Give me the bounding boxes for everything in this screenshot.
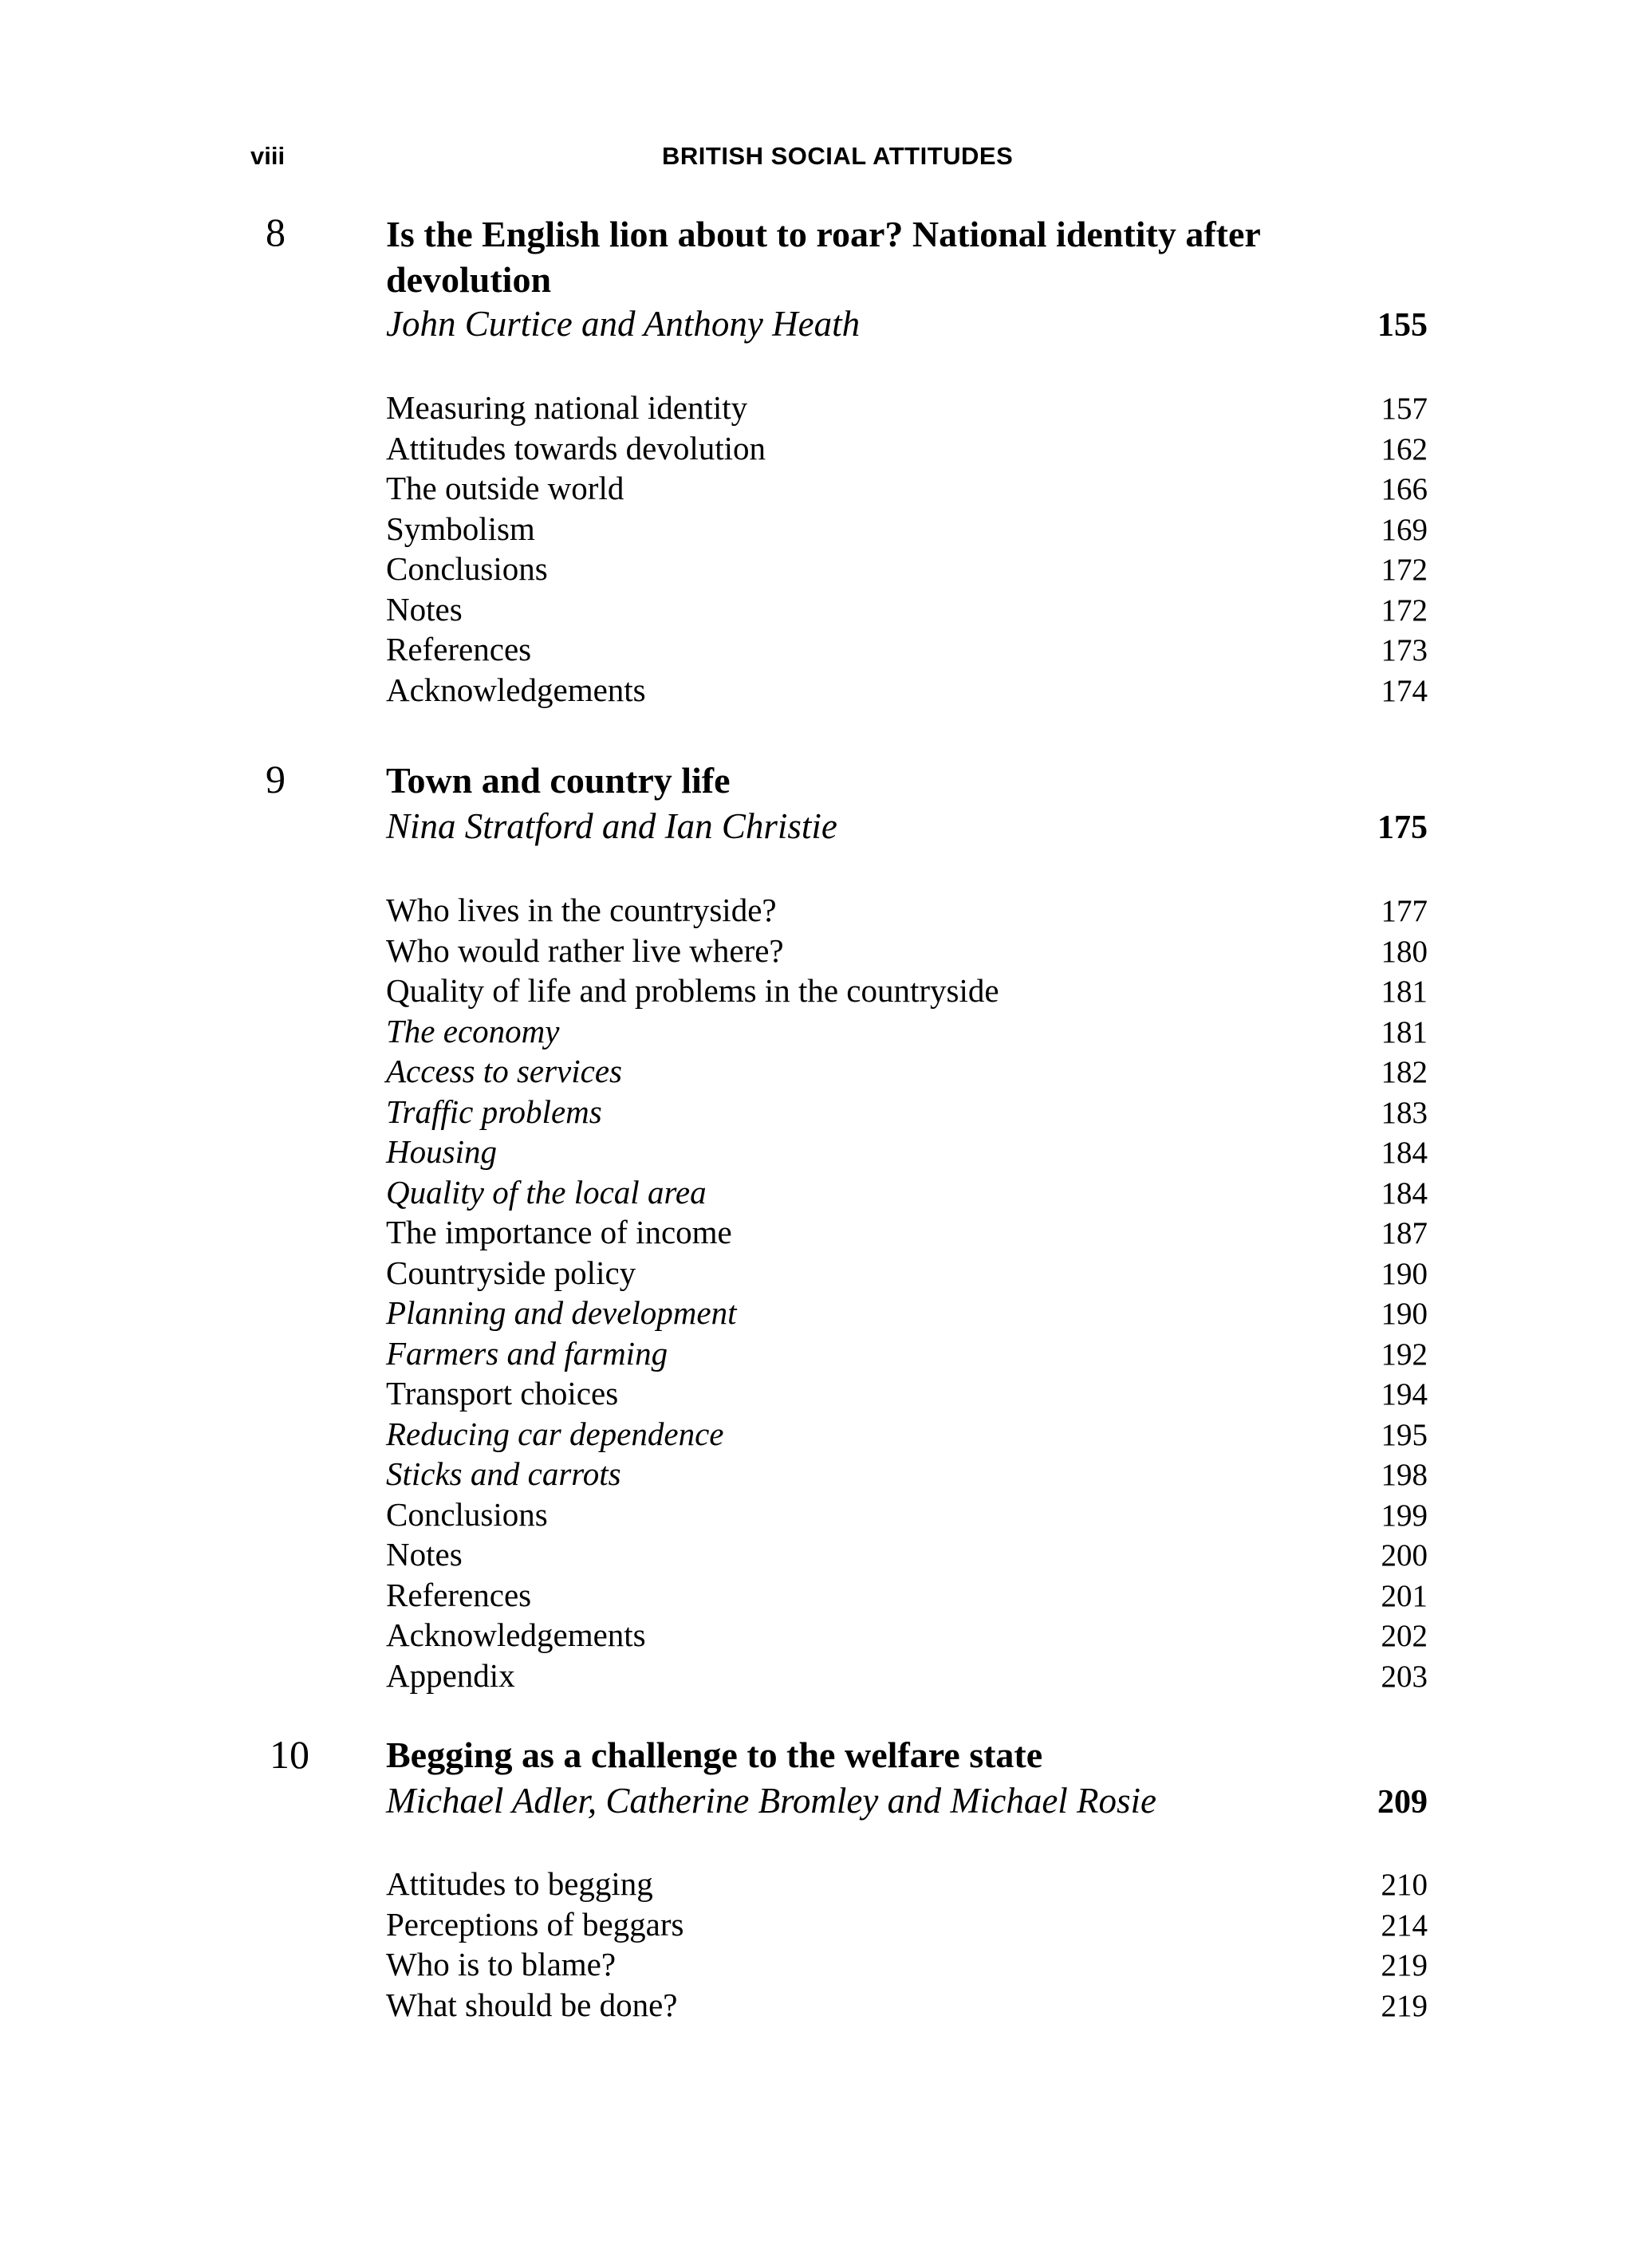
chapter-authors: Michael Adler, Catherine Bromley and Michael Rosie: [386, 1781, 1157, 1821]
toc-entry: [386, 1132, 1428, 1172]
chapter-title: Is the English lion about to roar? National identity after devolution: [386, 214, 1260, 300]
toc-entry-page: 173: [1381, 633, 1428, 667]
toc-entry: [386, 1011, 1428, 1052]
toc-entry-label: Symbolism: [386, 510, 535, 547]
section-list: [386, 388, 1428, 710]
toc-entry: [386, 971, 1428, 1011]
toc-entry: [386, 468, 1428, 509]
toc-entry: [386, 1656, 1428, 1696]
chapter-title: Begging as a challenge to the welfare state: [386, 1734, 1043, 1775]
toc-entry-label: The outside world: [386, 470, 624, 506]
toc-entry-page: 192: [1381, 1337, 1428, 1372]
toc-entry: [386, 890, 1428, 931]
toc-entry-page: 177: [1381, 894, 1428, 928]
toc-entry: [386, 1333, 1428, 1374]
toc-entry-label: Access to services: [386, 1053, 622, 1089]
chapter-title: Town and country life: [386, 760, 731, 801]
toc-entry-label: Sticks and carrots: [386, 1455, 621, 1492]
chapter-number: 10: [270, 1732, 309, 1777]
toc-entry-label: Conclusions: [386, 1495, 548, 1533]
toc-entry-label: Appendix: [386, 1656, 515, 1694]
toc-entry-page: 190: [1381, 1256, 1428, 1291]
toc-entry-label: Planning and development: [386, 1294, 737, 1331]
toc-entry-label: Transport choices: [386, 1375, 619, 1412]
chapter-number: 9: [266, 757, 286, 801]
toc-entry-label: Perceptions of beggars: [386, 1905, 684, 1943]
toc-entry: [386, 1373, 1428, 1414]
toc-entry-label: Farmers and farming: [386, 1334, 668, 1372]
toc-entry-page: 157: [1381, 392, 1428, 426]
toc-entry: [386, 1864, 1428, 1904]
toc-entry-label: Acknowledgements: [386, 671, 646, 708]
section-list: [386, 890, 1428, 1695]
toc-entry-page: 180: [1381, 934, 1428, 969]
toc-entry-page: 162: [1381, 431, 1428, 467]
toc-entry-page: 210: [1381, 1868, 1428, 1902]
toc-entry: [386, 549, 1428, 589]
toc-entry-page: 190: [1381, 1297, 1428, 1331]
toc-entry-label: Who is to blame?: [386, 1946, 617, 1983]
toc-entry-label: References: [386, 1576, 532, 1613]
toc-entry: [386, 1172, 1428, 1213]
toc-entry: [386, 1051, 1428, 1092]
toc-entry-label: References: [386, 631, 532, 667]
toc-entry-label: Attitudes towards devolution: [386, 429, 766, 467]
toc-entry: [386, 1293, 1428, 1333]
toc-entry-label: Measuring national identity: [386, 389, 748, 426]
chapter-page: 155: [1377, 307, 1428, 344]
chapter-number: 8: [266, 210, 286, 254]
toc-entry-page: 194: [1381, 1377, 1428, 1412]
toc-entry-page: 200: [1381, 1538, 1428, 1573]
toc-entry-page: 182: [1381, 1055, 1428, 1089]
folio: viii: [250, 142, 286, 170]
toc-entry-page: 183: [1381, 1095, 1428, 1130]
chapter-authors: Nina Stratford and Ian Christie: [386, 806, 837, 846]
toc-entry-label: Housing: [386, 1133, 497, 1170]
toc-entry-page: 169: [1381, 512, 1428, 547]
toc-entry-page: 199: [1381, 1498, 1428, 1533]
toc-entry: [386, 1454, 1428, 1494]
toc-entry: [386, 1414, 1428, 1455]
toc-entry: [386, 509, 1428, 549]
toc-entry: [386, 1904, 1428, 1945]
toc-entry-label: Notes: [386, 590, 463, 628]
toc-entry-label: Who would rather live where?: [386, 931, 784, 969]
toc-entry-label: Quality of the local area: [386, 1173, 707, 1211]
toc-entry-label: Attitudes to begging: [386, 1865, 653, 1902]
toc-entry-page: 174: [1381, 673, 1428, 708]
toc-entry-label: Traffic problems: [386, 1093, 602, 1130]
toc-entry-label: The economy: [386, 1012, 560, 1049]
toc-entry-page: 184: [1381, 1175, 1428, 1211]
toc-entry-page: 219: [1381, 1988, 1428, 2023]
toc-entry-page: 187: [1381, 1216, 1428, 1250]
toc-entry-label: Reducing car dependence: [386, 1415, 724, 1452]
toc-entry-page: 203: [1381, 1659, 1428, 1694]
toc-entry-label: Conclusions: [386, 550, 548, 587]
toc-entry: [386, 428, 1428, 469]
toc-entry-label: Quality of life and problems in the countryside: [386, 972, 999, 1009]
toc-entry: [386, 1615, 1428, 1656]
toc-entry-page: 214: [1381, 1908, 1428, 1943]
toc-entry-label: Notes: [386, 1536, 463, 1573]
toc-entry-page: 202: [1381, 1619, 1428, 1653]
toc-entry-label: What should be done?: [386, 1986, 678, 2023]
toc-entry-page: 181: [1381, 975, 1428, 1009]
toc-entry-label: Acknowledgements: [386, 1616, 646, 1653]
toc-entry: [386, 1534, 1428, 1575]
toc-entry: [386, 1944, 1428, 1985]
toc-entry-label: Who lives in the countryside?: [386, 892, 777, 928]
toc-entry-page: 195: [1381, 1417, 1428, 1452]
chapter-page: 209: [1377, 1784, 1428, 1821]
toc-entry: [386, 1092, 1428, 1132]
toc-entry: [386, 1253, 1428, 1293]
toc-entry-page: 201: [1381, 1578, 1428, 1613]
toc-entry: [386, 1212, 1428, 1253]
toc-entry: [386, 589, 1428, 630]
section-list: [386, 1864, 1428, 2025]
toc-entry-page: 219: [1381, 1948, 1428, 1983]
toc-entry-page: 198: [1381, 1458, 1428, 1492]
running-head: BRITISH SOCIAL ATTITUDES: [662, 142, 1014, 170]
toc-entry-page: 172: [1381, 593, 1428, 628]
toc-entry: [386, 629, 1428, 670]
toc-entry: [386, 1494, 1428, 1535]
toc-entry-label: The importance of income: [386, 1214, 732, 1250]
toc-entry: [386, 1985, 1428, 2026]
toc-entry-page: 172: [1381, 553, 1428, 587]
toc-entry: [386, 388, 1428, 428]
toc-entry: [386, 670, 1428, 711]
toc-entry-label: Countryside policy: [386, 1254, 636, 1291]
toc-entry-page: 184: [1381, 1136, 1428, 1170]
chapter-authors: John Curtice and Anthony Heath: [386, 304, 861, 344]
toc-entry: [386, 1575, 1428, 1616]
toc-entry-page: 181: [1381, 1014, 1428, 1049]
toc-entry-page: 166: [1381, 472, 1428, 506]
toc-entry: [386, 931, 1428, 971]
chapter-page: 175: [1377, 809, 1428, 846]
